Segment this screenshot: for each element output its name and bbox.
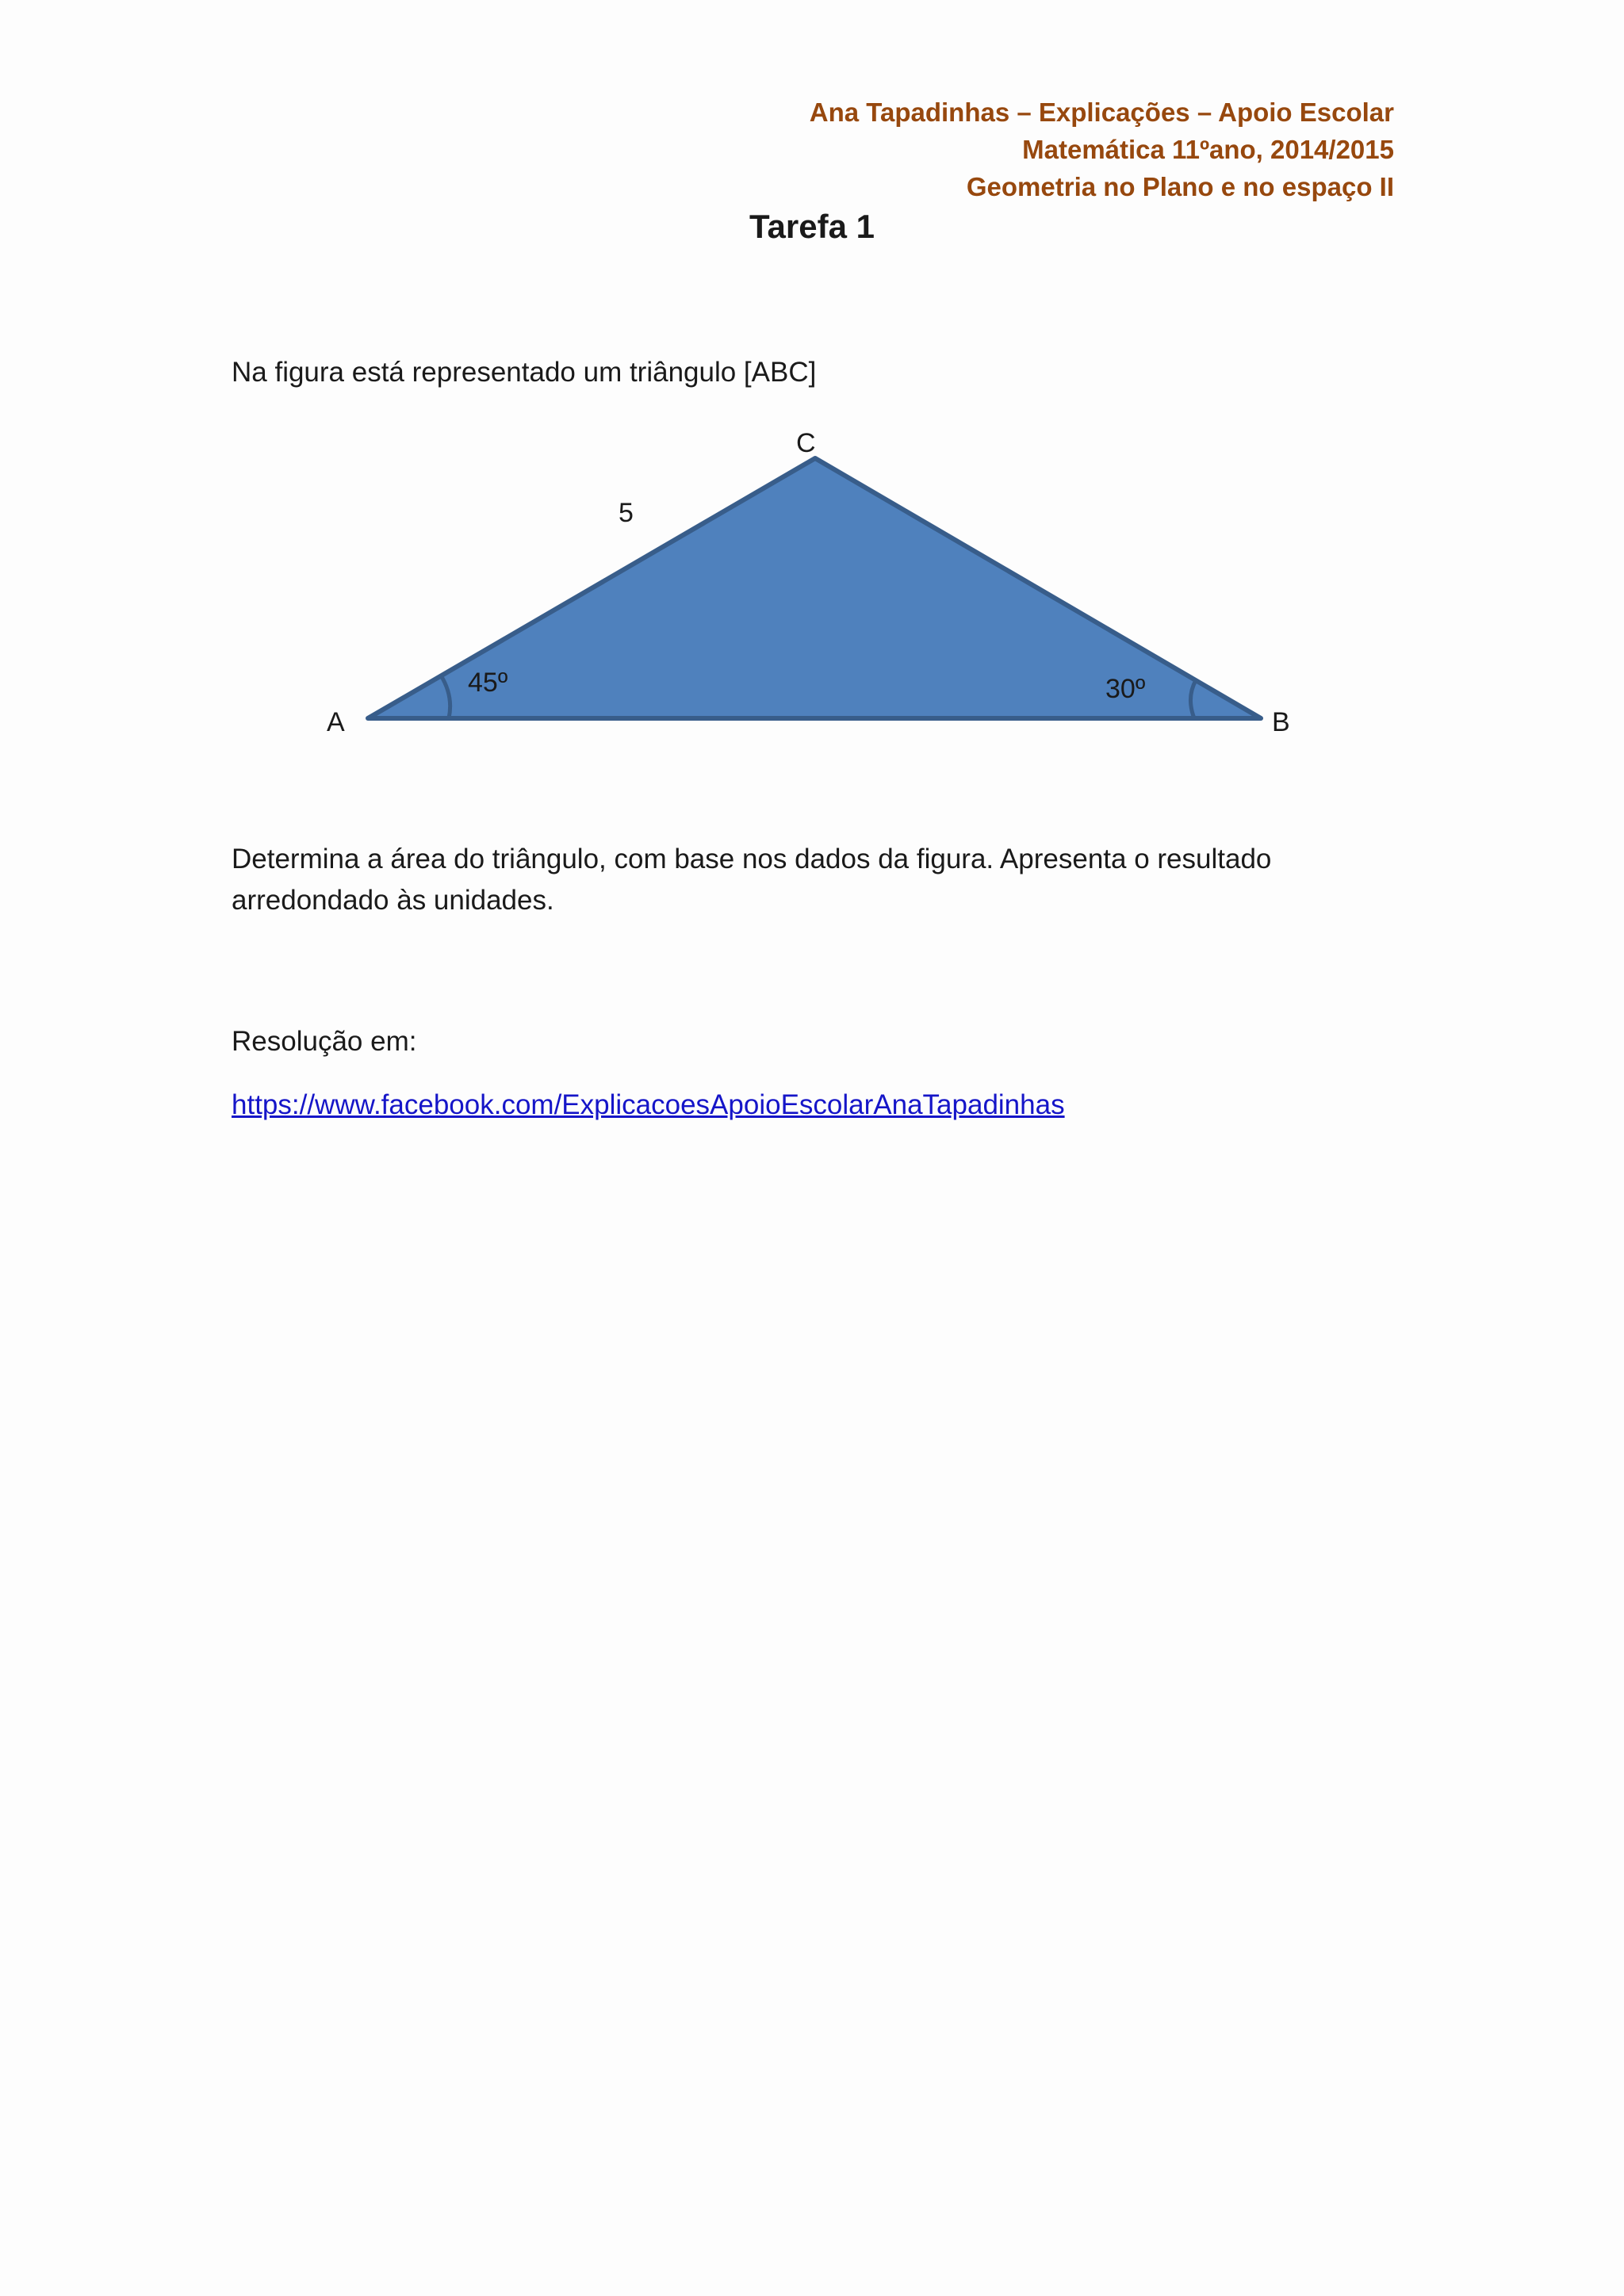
task-title: Tarefa 1 <box>749 208 875 245</box>
intro-text: Na figura está representado um triângulo [ABC] <box>232 357 817 388</box>
question-line-2: arredondado às unidades. <box>232 885 554 916</box>
vertex-label-c: C <box>796 428 816 458</box>
header-course: Matemática 11ºano, 2014/2015 <box>1022 135 1394 164</box>
angle-label-a: 45º <box>468 668 508 698</box>
triangle-figure <box>0 0 1624 793</box>
vertex-label-a: A <box>327 707 345 737</box>
angle-label-b: 30º <box>1105 674 1146 704</box>
vertex-label-b: B <box>1272 707 1290 737</box>
side-length-label: 5 <box>619 498 634 528</box>
question-line-1: Determina a área do triângulo, com base nos dados da figura. Apresenta o resultado <box>232 844 1272 874</box>
question-text <box>232 839 1381 921</box>
header-author: Ana Tapadinhas – Explicações – Apoio Escolar <box>809 98 1394 127</box>
resolution-link[interactable]: https://www.facebook.com/ExplicacoesApoioEscolarAnaTapadinhas <box>232 1089 1065 1120</box>
resolution-label: Resolução em: <box>232 1026 417 1057</box>
header-topic: Geometria no Plano e no espaço II <box>966 172 1394 201</box>
